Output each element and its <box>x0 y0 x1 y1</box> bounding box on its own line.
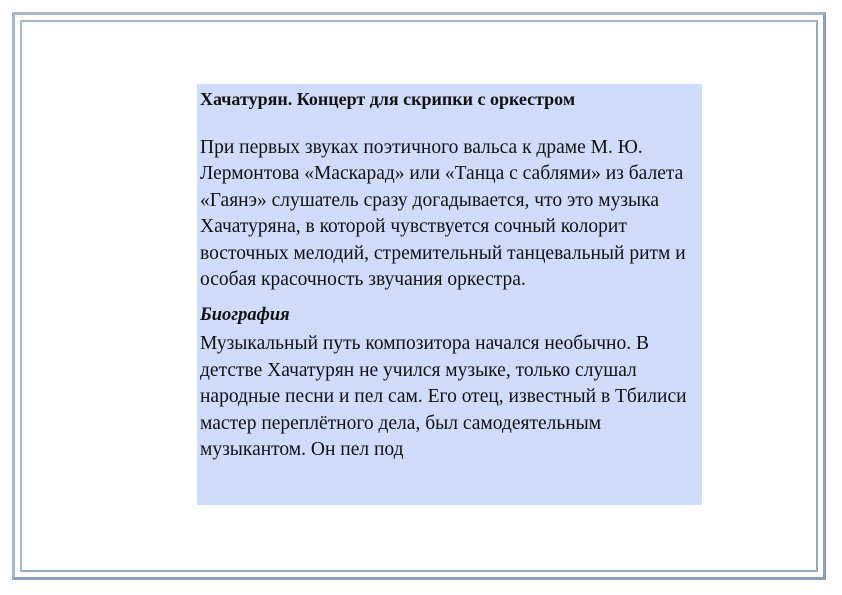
section-paragraph: Музыкальный путь композитора начался необычно. В детстве Хачатурян не учился музыке, только слушал народные песни и пел сам. Его отец, известный в Тбилиси мастер переплётного дела, был самодеятельным музыкантом. Он пел под <box>200 333 687 461</box>
intro-paragraph: При первых звуках поэтичного вальса к драме М. Ю. Лермонтова «Маскарад» или «Танца с саблями» из балета «Гаянэ» слушатель сразу догадывается, что это музыка Хачатуряна, в которой чувствуется сочный колорит восточных мелодий, стремительный танцевальный ритм и особая красочность звучания оркестра. <box>200 137 686 291</box>
section-heading: Биография <box>200 305 290 326</box>
text-box <box>197 84 702 505</box>
document-title: Хачатурян. Концерт для скрипки с оркестром <box>200 89 576 109</box>
